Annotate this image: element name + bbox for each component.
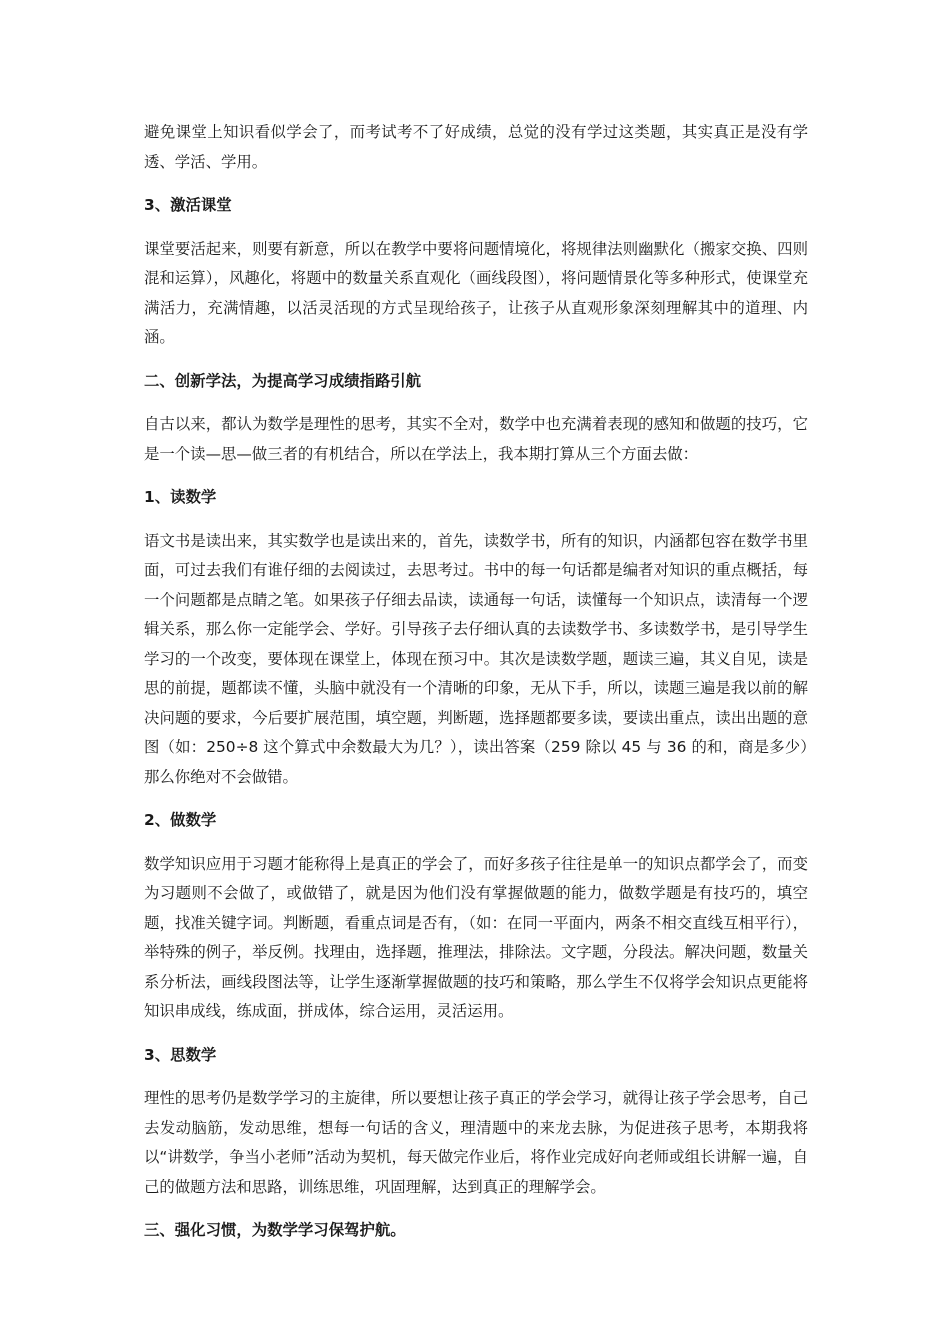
heading-activate-classroom: 3、激活课堂	[144, 196, 232, 214]
paragraph-activate-classroom: 课堂要活起来，则要有新意，所以在教学中要将问题情境化，将规律法则幽默化（搬家交换、四则混和运算），风趣化，将题中的数量关系直观化（画线段图），将问题情景化等多种形式，使课堂充满活力，充满情趣，以活灵活现的方式呈现给孩子，让孩子从直观形象深刻理解其中的道理、内涵。	[144, 239, 808, 346]
paragraph-do-math: 数学知识应用于习题才能称得上是真正的学会了，而好多孩子往往是单一的知识点都学会了，而变为习题则不会做了，或做错了，就是因为他们没有掌握做题的能力，做数学题是有技巧的，填空题，找准关键字词。判断题，看重点词是否有，（如：在同一平面内，两条不相交直线互相平行），举特殊的例子，举反例。找理由，选择题，推理法，排除法。文字题，分段法。解决问题，数量关系分析法，画线段图法等，让学生逐渐掌握做题的技巧和策略，那么学生不仅将学会知识点更能将知识串成线，练成面，拼成体，综合运用，灵活运用。	[144, 854, 808, 1020]
heading-innovate-learning: 二、创新学法，为提高学习成绩指路引航	[144, 371, 422, 390]
heading-think-math: 3、思数学	[144, 1045, 217, 1064]
paragraph-think-math: 理性的思考仍是数学学习的主旋律，所以要想让孩子真正的学会学习，就得让孩子学会思考，自己去发动脑筋，发动思维，想每一句话的含义，理清题中的来龙去脉，为促进孩子思考，本期我将以“讲数学，争当小老师”活动为契机，每天做完作业后，将作业完成好向老师或组长讲解一遍，自己的做题方法和思路，训练思维，巩固理解，达到真正的理解学会。	[144, 1089, 808, 1196]
heading-read-math: 1、读数学	[144, 488, 217, 506]
paragraph-read-math: 语文书是读出来，其实数学也是读出来的，首先，读数学书，所有的知识，内涵都包容在数学书里面，可过去我们有谁仔细的去阅读过，去思考过。书中的每一句话都是编者对知识的重点概括，每一个问题都是点睛之笔。如果孩子仔细去品读，读通每一句话，读懂每一个知识点，读清每一个逻辑关系，那么你一定能学会、学好。引导孩子去仔细认真的去读数学书、多读数学书，是引导学生学习的一个改变，要体现在课堂上，体现在预习中。其次是读数学题，题读三遍，其义自见，读是思的前提，题都读不懂，头脑中就没有一个清晰的印象，无从下手，所以，读题三遍是我以前的解决问题的要求，今后要扩展范围，填空题，判断题，选择题都要多读，要读出重点，读出出题的意图（如：250÷8 这个算式中余数最大为几？），读出答案（259 除以 45 与 36 的和，商是多少）那么你绝对不会做错。	[144, 531, 808, 786]
document-page	[144, 118, 808, 1246]
paragraph-intro-tail: 避免课堂上知识看似学会了，而考试考不了好成绩，总觉的没有学过这类题，其实真正是没有学透、学活、学用。	[144, 123, 808, 171]
paragraph-innovate-learning: 自古以来，都认为数学是理性的思考，其实不全对，数学中也充满着表现的感知和做题的技巧，它是一个读—思—做三者的有机结合，所以在学法上，我本期打算从三个方面去做：	[144, 415, 808, 463]
heading-do-math: 2、做数学	[144, 811, 217, 829]
heading-strengthen-habits: 三、强化习惯，为数学学习保驾护航。	[144, 1221, 406, 1239]
